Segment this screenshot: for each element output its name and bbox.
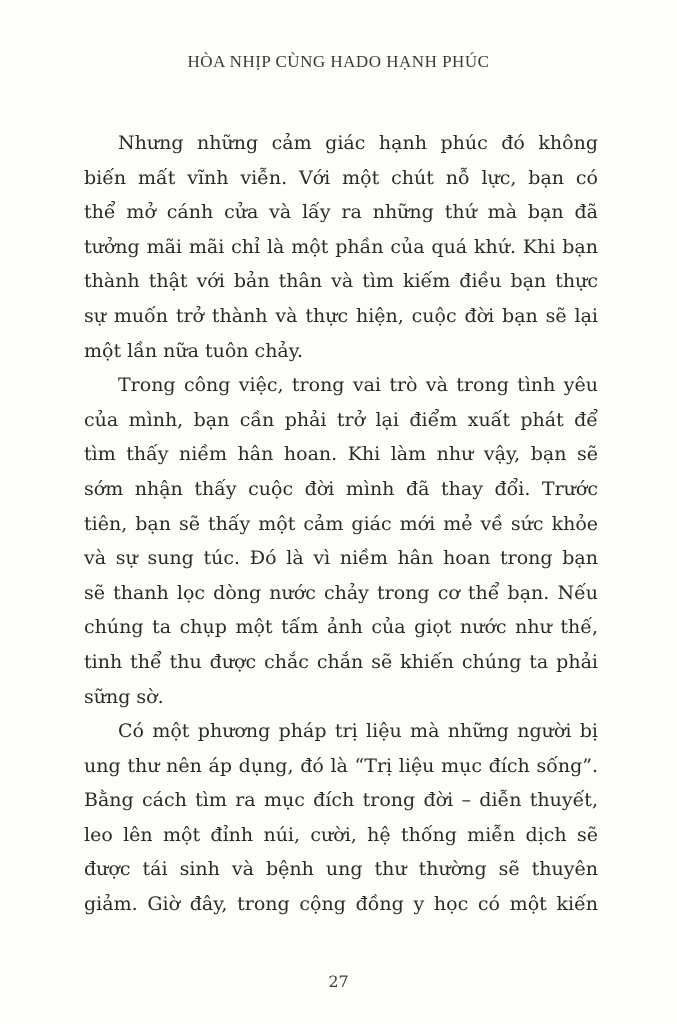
text-line: Trong công việc, trong vai trò và trong tình yêu [118, 374, 598, 397]
paragraph-3 [84, 714, 598, 922]
text-line: thể mở cánh cửa và lấy ra những thứ mà bạn đã [84, 201, 598, 224]
text-line: tiên, bạn sẽ thấy một cảm giác mới mẻ về sức khỏe [84, 512, 598, 535]
text-line: và sự sung túc. Đó là vì niềm hân hoan trong bạn [84, 547, 598, 570]
text-line: Nhưng những cảm giác hạnh phúc đó không [118, 132, 598, 154]
text-line: ung thư nên áp dụng, đó là “Trị liệu mục đích sống”. [84, 754, 598, 777]
text-line: sẽ thanh lọc dòng nước chảy trong cơ thể bạn. Nếu [84, 581, 598, 604]
text-line: của mình, bạn cần phải trở lại điểm xuất phát để [84, 408, 598, 431]
paragraph-1 [84, 126, 598, 368]
text-line: sững sờ. [84, 685, 164, 708]
text-line: Bằng cách tìm ra mục đích trong đời – diễn thuyết, [84, 789, 598, 812]
page-number: 27 [328, 972, 349, 991]
text-line: tưởng mãi mãi chỉ là một phần của quá khứ. Khi bạn [84, 235, 598, 258]
body-text [84, 126, 598, 922]
text-line: tìm thấy niềm hân hoan. Khi làm như vậy, bạn sẽ [84, 443, 598, 466]
text-line: biến mất vĩnh viễn. Với một chút nỗ lực, bạn có [84, 166, 598, 189]
text-line: chúng ta chụp một tấm ảnh của giọt nước như thế, [84, 616, 598, 639]
text-line: sự muốn trở thành và thực hiện, cuộc đời bạn sẽ lại [84, 304, 598, 327]
text-line: tinh thể thu được chắc chắn sẽ khiến chúng ta phải [84, 650, 598, 673]
text-line: được tái sinh và bệnh ung thư thường sẽ thuyên [84, 858, 598, 881]
text-line: thành thật với bản thân và tìm kiếm điều bạn thực [84, 270, 598, 293]
text-line: một lần nữa tuôn chảy. [84, 339, 304, 362]
running-header: HÒA NHỊP CÙNG HADO HẠNH PHÚC [187, 52, 490, 71]
text-line: Có một phương pháp trị liệu mà những người bị [118, 720, 598, 743]
text-line: giảm. Giờ đây, trong cộng đồng y học có một kiến [84, 893, 598, 916]
text-line: sớm nhận thấy cuộc đời mình đã thay đổi. Trước [84, 477, 598, 500]
paragraph-2 [84, 368, 598, 714]
text-line: leo lên một đỉnh núi, cười, hệ thống miễn dịch sẽ [84, 823, 598, 846]
